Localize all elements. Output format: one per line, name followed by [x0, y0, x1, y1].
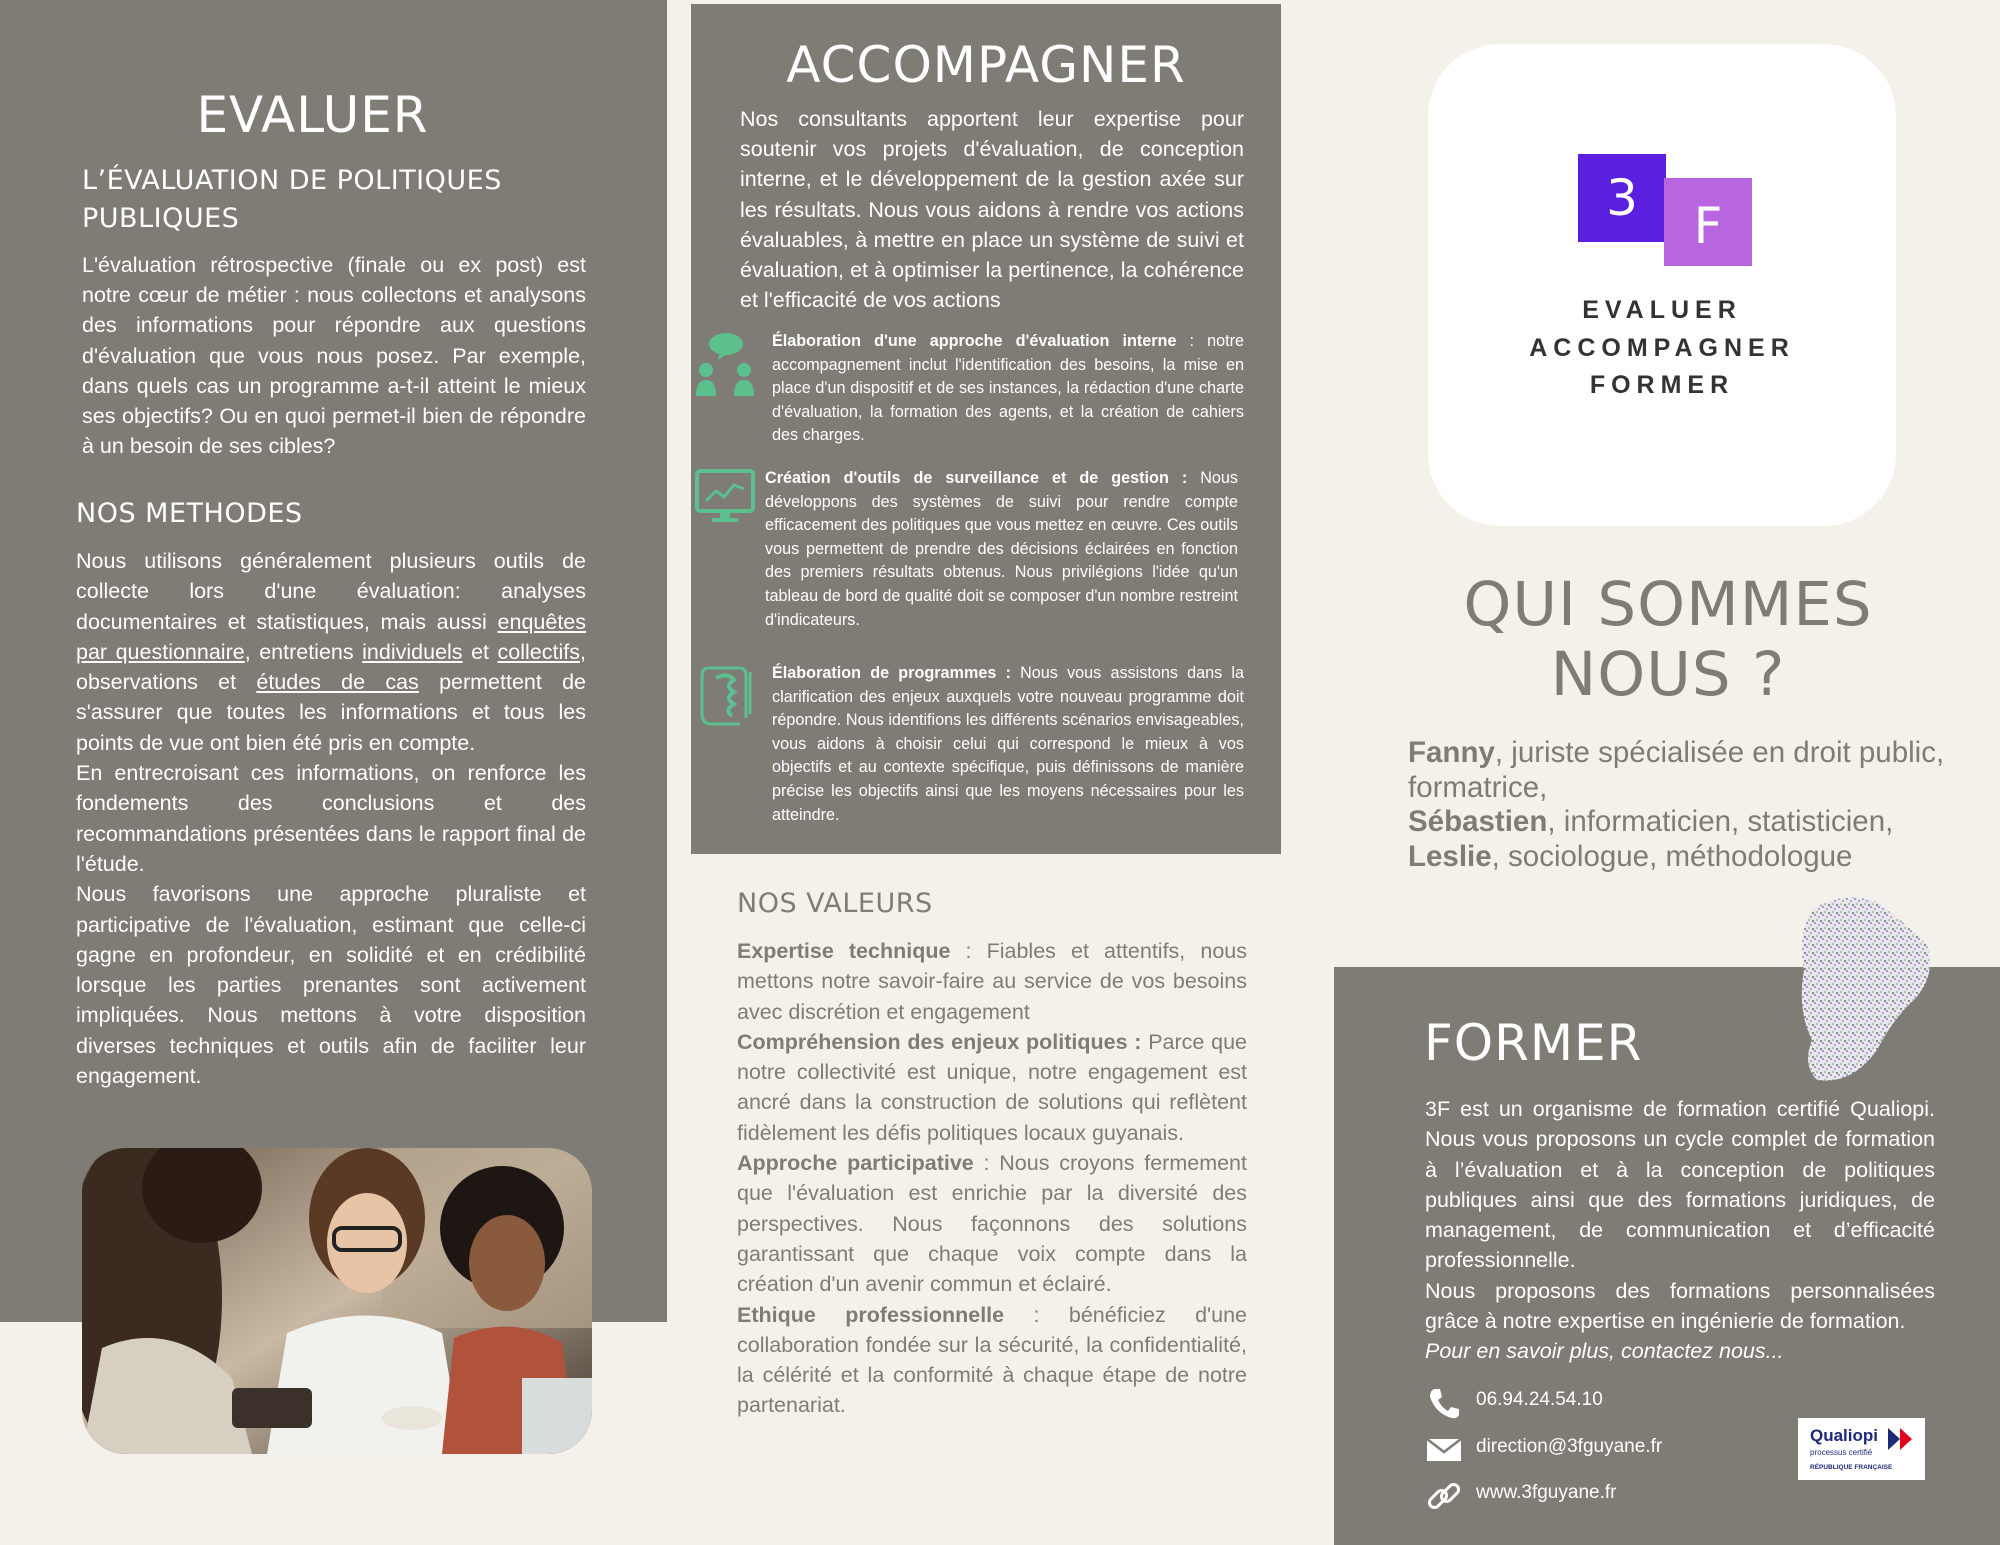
website-link[interactable]: www.3fguyane.fr: [1476, 1482, 1617, 1503]
service-text: [765, 467, 1238, 632]
member-name: Fanny: [1408, 736, 1495, 769]
service-sep: :: [1176, 332, 1208, 350]
accompagner-title: ACCOMPAGNER: [786, 36, 1186, 94]
former-body: [1425, 1094, 1935, 1367]
team-member: [1408, 805, 1893, 838]
value-desc: Fiables et attentifs, nous mettons notre savoir-faire au service de vos besoins avec discrétion et engagement: [737, 939, 1247, 1024]
logo-line-accompagner: ACCOMPAGNER: [1529, 334, 1795, 362]
value-title: Ethique professionnelle: [737, 1302, 1005, 1327]
about-title: [1400, 570, 1936, 710]
guyane-map: [1782, 890, 1942, 1086]
about-title-line: NOUS ?: [1550, 639, 1786, 710]
member-name: Sébastien: [1408, 805, 1548, 838]
evaluer-intro: L'évaluation rétrospective (finale ou ex post) est notre cœur de métier : nous collectons et analysons des informations pour répondre aux questions d'évaluation que vous nous posez. Par exemple, dans quels cas un programme a-t-il atteint le mieux ses objectifs? Ou en quoi permet-il bien de répondre à un besoin de ses cibles?: [82, 253, 586, 459]
monitor-chart-icon: [694, 467, 758, 537]
logo-line-former: FORMER: [1589, 371, 1735, 399]
service-title: Élaboration de programmes :: [772, 664, 1011, 682]
service-sep: [1011, 664, 1020, 682]
program-scroll-icon: [694, 662, 758, 732]
values-list: [737, 936, 1247, 1421]
member-name: Leslie: [1408, 839, 1492, 873]
qualiopi-badge: [1798, 1418, 1925, 1480]
member-role: , sociologue, méthodologue: [1491, 839, 1853, 873]
service-sep: [1187, 469, 1200, 487]
service-desc: Nous développons des systèmes de suivi pour rendre compte efficacement des politiques que vous mettez en œuvre. Ces outils vous permettent de prendre des décisions éclairées en fonction des premiers résultats obtenus. Nous privilégions l'idée qu'un tableau de bord de qualité doit se composer d'un nombre restreint d'indicateurs.: [765, 469, 1239, 629]
methods-text: et: [462, 639, 498, 664]
methods-term-questionnaire: enquêtes par questionnaire: [76, 609, 586, 664]
values-title: NOS VALEURS: [737, 888, 933, 919]
qualiopi-arrow-icon: [1888, 1428, 1916, 1455]
methods-text: permettent de s'assurer que toutes les informations et tous les points de vue ont bien été pris en compte.: [76, 670, 587, 755]
about-title-line: QUI SOMMES: [1463, 569, 1873, 640]
methods-term-collectifs: collectifs: [497, 639, 580, 664]
former-paragraph: Nous proposons des formations personnalisées grâce à notre expertise en ingénierie de formation.: [1425, 1278, 1935, 1334]
member-role: , informaticien, statisticien,: [1547, 805, 1894, 838]
team-member: [1408, 840, 1852, 873]
value-item: [737, 1300, 1247, 1421]
contact-cta: Pour en savoir plus, contactez nous...: [1425, 1339, 1784, 1364]
service-text: [772, 662, 1244, 827]
service-desc: Nous vous assistons dans la clarification des enjeux auxquels votre nouveau programme doit répondre. Nous identifions les différents scénarios envisageables, vous aidons à choisir celui qui correspond le mieux à vos objectifs et au contexte spécifique, puis définissons de manière précise les objectifs ainsi que les moyens nécessaires pour les atteindre.: [772, 664, 1244, 824]
service-item: [694, 662, 1254, 852]
mail-icon: [1424, 1430, 1464, 1470]
methods-title: NOS METHODES: [76, 498, 303, 529]
value-title: Compréhension des enjeux politiques :: [737, 1029, 1142, 1054]
team-member: [1408, 736, 1944, 804]
methods-text: , observations et: [76, 639, 586, 695]
methods-paragraph-2: En entrecroisant ces informations, on renforce les fondements des conclusions et des recommandations présentées dans le rapport final de l'étude.: [76, 761, 586, 876]
service-text: [772, 330, 1244, 448]
value-title: Approche participative: [737, 1151, 974, 1176]
service-item: [694, 467, 1254, 637]
evaluer-subtitle: L’ÉVALUATION DE POLITIQUES PUBLIQUES: [82, 165, 502, 234]
contact-website[interactable]: [1424, 1476, 1724, 1516]
member-role: , juriste spécialisée en droit public, formatrice,: [1408, 736, 1945, 804]
methods-text: Nous utilisons généralement plusieurs outils de collecte lors d'une évaluation: analyses documentaires et statistiques, mais aussi: [76, 549, 586, 634]
value-item: [737, 936, 1247, 1027]
service-desc: notre accompagnement inclut l'identification des besoins, la mise en place d'un dispositif et de ses instances, la rédaction d'une charte d'évaluation, la formation des agents, et la création de cahiers des charges.: [772, 332, 1244, 445]
phone-icon: [1424, 1383, 1464, 1423]
value-item: [737, 1027, 1247, 1148]
logo-card: [1428, 44, 1896, 526]
logo-square-3: 3: [1578, 154, 1666, 242]
qualiopi-sub: processus certifié: [1810, 1448, 1873, 1457]
value-sep: :: [1004, 1302, 1069, 1327]
service-title: Création d'outils de surveillance et de gestion :: [765, 469, 1188, 487]
methods-text: , entretiens: [244, 639, 363, 664]
value-item: [737, 1148, 1247, 1299]
methods-term-etudes: études de cas: [256, 670, 419, 695]
link-icon: [1424, 1476, 1464, 1516]
logo-line-evaluer: EVALUER: [1582, 296, 1742, 324]
value-sep: :: [950, 939, 987, 963]
value-title: Expertise technique: [737, 939, 951, 963]
methods-body: [76, 546, 586, 1091]
email-address[interactable]: direction@3fguyane.fr: [1476, 1436, 1663, 1457]
value-sep: :: [973, 1151, 1000, 1176]
qualiopi-republic: RÉPUBLIQUE FRANÇAISE: [1810, 1464, 1893, 1471]
value-desc: bénéficiez d'une collaboration fondée sur la sécurité, la confidentialité, la célérité et la conformité à chaque étape de notre partenariat.: [737, 1302, 1248, 1418]
team-meeting-photo: [82, 1148, 592, 1454]
methods-paragraph-3: Nous favorisons une approche pluraliste et participative de l'évaluation, estimant que celle-ci gagne en profondeur, en solidité et en crédibilité lorsque les parties prenantes sont activement impliquées. Nous mettons à votre disposition diverses techniques et outils afin de faciliter leur engagement.: [76, 882, 586, 1089]
qualiopi-name: Qualiopi: [1810, 1426, 1878, 1445]
evaluer-title: EVALUER: [196, 86, 429, 144]
people-discussion-icon: [694, 330, 758, 400]
contact-email[interactable]: [1424, 1430, 1724, 1470]
accompagner-intro: Nos consultants apportent leur expertise pour soutenir vos projets d'évaluation, de conception interne, et le développement de la gestion axée sur les résultats. Nous vous aidons à rendre vos actions évaluables, à mettre en place un système de suivi et évaluation, et à optimiser la pertinence, la cohérence et l'efficacité de vos actions: [740, 107, 1244, 313]
phone-number[interactable]: 06.94.24.54.10: [1476, 1389, 1603, 1410]
contact-phone[interactable]: [1424, 1383, 1724, 1423]
service-item: [694, 330, 1254, 450]
logo-square-f: F: [1664, 178, 1752, 266]
value-desc: Nous croyons fermement que l'évaluation est enrichie par la diversité des perspectives. Nous façonnons des solutions garantissant que chaque voix compte dans la création d'un avenir commun et éclairé.: [737, 1151, 1247, 1297]
team-list: [1408, 736, 1948, 874]
former-paragraph: 3F est un organisme de formation certifié Qualiopi. Nous vous proposons un cycle complet de formation à l’évaluation et à la conception de politiques publiques ainsi que des formations juridiques, de management, de communication et d’efficacité professionnelle.: [1425, 1097, 1935, 1273]
value-desc: Parce que notre collectivité est unique, notre engagement est ancré dans la construction de solutions qui reflètent fidèlement les défis politiques locaux guyanais.: [737, 1029, 1247, 1145]
service-title: Élaboration d'une approche d'évaluation interne: [772, 332, 1177, 350]
methods-term-individuels: individuels: [362, 639, 463, 664]
former-title: FORMER: [1424, 1014, 1643, 1072]
